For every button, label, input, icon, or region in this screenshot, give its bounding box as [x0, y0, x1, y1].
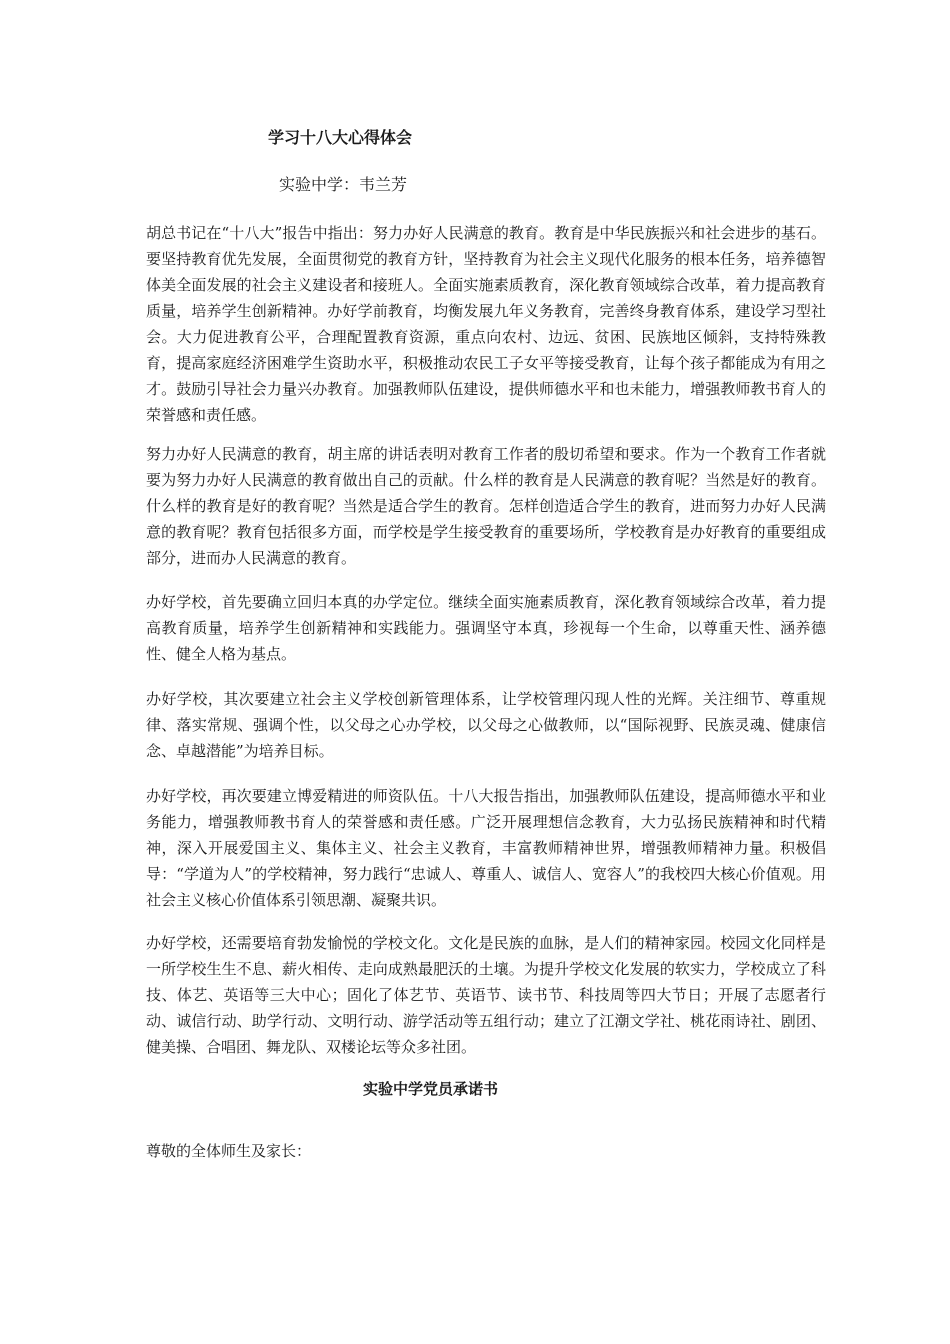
paragraph-4: 办好学校，其次要建立社会主义学校创新管理体系，让学校管理闪现人性的光辉。关注细节、尊重规律、落实常规、强调个性，以父母之心办学校，以父母之心做教师，以“国际视野、民族灵魂、健康信念、卓越潜能”为培养目标。 — [146, 690, 826, 760]
paragraph-3: 办好学校，首先要确立回归本真的办学定位。继续全面实施素质教育，深化教育领域综合改革，着力提高教育质量，培养学生创新精神和实践能力。强调坚守本真，珍视每一个生命，以尊重天性、涵养德性、健全人格为基点。 — [146, 593, 826, 663]
salutation: 尊敬的全体师生及家长： — [146, 1142, 312, 1160]
paragraph-5: 办好学校，再次要建立博爱精进的师资队伍。十八大报告指出，加强教师队伍建设，提高师德水平和业务能力，增强教师教书育人的荣誉感和责任感。广泛开展理想信念教育，大力弘扬民族精神和时代精神，深入开展爱国主义、集体主义、社会主义教育，丰富教师精神世界，增强教师精神力量。积极倡导：“学道为人”的学校精神，努力践行“忠诚人、尊重人、诚信人、宽容人”的我校四大核心价值观。用社会主义核心价值体系引领思潮、凝聚共识。 — [146, 787, 826, 909]
second-document-title: 实验中学党员承诺书 — [363, 1080, 499, 1098]
paragraph-6: 办好学校，还需要培育勃发愉悦的学校文化。文化是民族的血脉，是人们的精神家园。校园文化同样是一所学校生生不息、薪火相传、走向成熟最肥沃的土壤。为提升学校文化发展的软实力，学校成立了科技、体艺、英语等三大中心；固化了体艺节、英语节、读书节、科技周等四大节日；开展了志愿者行动、诚信行动、助学行动、文明行动、游学活动等五组行动；建立了江潮文学社、桃花雨诗社、剧团、健美操、合唱团、舞龙队、双楼论坛等众多社团。 — [146, 934, 826, 1056]
paragraph-2: 努力办好人民满意的教育，胡主席的讲话表明对教育工作者的殷切希望和要求。作为一个教育工作者就要为努力办好人民满意的教育做出自己的贡献。什么样的教育是人民满意的教育呢？当然是好的教育。什么样的教育是好的教育呢？当然是适合学生的教育。怎样创造适合学生的教育，进而努力办好人民满意的教育呢？教育包括很多方面，而学校是学生接受教育的重要场所，学校教育是办好教育的重要组成部分，进而办人民满意的教育。 — [146, 445, 826, 567]
author-line: 实验中学：韦兰芳 — [279, 175, 408, 194]
document-title: 学习十八大心得体会 — [268, 128, 413, 147]
paragraph-1: 胡总书记在“十八大”报告中指出：努力办好人民满意的教育。教育是中华民族振兴和社会进步的基石。要坚持教育优先发展，全面贯彻党的教育方针，坚持教育为社会主义现代化服务的根本任务，培养德智体美全面发展的社会主义建设者和接班人。全面实施素质教育，深化教育领域综合改革，着力提高教育质量，培养学生创新精神。办好学前教育，均衡发展九年义务教育，完善终身教育体系，建设学习型社会。大力促进教育公平，合理配置教育资源，重点向农村、边远、贫困、民族地区倾斜，支持特殊教育，提高家庭经济困难学生资助水平，积极推动农民工子女平等接受教育，让每个孩子都能成为有用之才。鼓励引导社会力量兴办教育。加强教师队伍建设，提供师德水平和也未能力，增强教师教书育人的荣誉感和责任感。 — [146, 224, 826, 424]
